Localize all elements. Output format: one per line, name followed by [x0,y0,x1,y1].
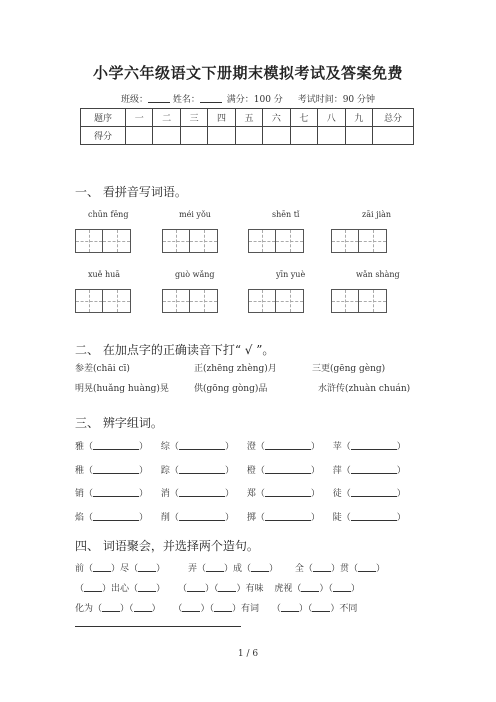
idiom-text: 有味 [245,584,264,594]
group-char: 郑 [246,489,256,499]
name-blank [200,94,222,103]
answer-blank[interactable] [265,511,311,521]
answer-blank[interactable] [351,487,397,497]
answer-blank[interactable] [214,602,232,612]
score-header-cell: 题序 [81,109,126,127]
score-input-cell[interactable] [208,127,235,145]
section-2-heading: 二、 在加点字的正确读音下打“ √ ”。 [75,343,275,357]
score-header-cell: 五 [235,109,262,127]
answer-blank[interactable] [179,487,225,497]
score-input-cell[interactable] [345,127,373,145]
score-input-cell[interactable] [373,127,414,145]
group-char: 橙 [246,466,256,476]
writing-grid[interactable] [162,289,218,313]
idiom-text: 虎视 [274,584,293,594]
answer-blank[interactable] [313,562,331,572]
answer-blank[interactable] [93,511,139,521]
score-header-cell: 九 [345,109,373,127]
name-label: 姓名： [172,95,200,105]
writing-grid[interactable] [75,289,131,313]
score-input-cell[interactable] [180,127,207,145]
pronunciation-item[interactable]: 水浒传(zhuàn chuán) [318,384,411,394]
idiom-char: 全 [294,564,304,574]
score-header-cell: 八 [318,109,345,127]
answer-blank[interactable] [265,440,311,450]
group-char: 销 [75,489,85,499]
answer-blank[interactable] [251,562,269,572]
answer-blank[interactable] [179,511,225,521]
full-score-label: 满分：100 分 [226,95,283,105]
group-char: 萍 [332,466,342,476]
answer-blank[interactable] [312,602,330,612]
writing-grid[interactable] [331,289,387,313]
answer-blank[interactable] [218,582,236,592]
writing-grid[interactable] [331,229,387,253]
pronunciation-item[interactable]: 明晃(huǎng huàng)晃 [75,384,169,394]
score-header-cell: 七 [290,109,317,127]
pronunciation-item[interactable]: 正(zhēng zhèng)月 [194,364,277,374]
group-char: 踪 [160,466,170,476]
answer-blank[interactable] [138,582,156,592]
answer-blank[interactable] [134,602,152,612]
pinyin-label: méi yǒu [179,210,211,219]
answer-blank[interactable] [93,464,139,474]
score-table-header-row [81,109,414,127]
idiom-text: 出心 [111,584,130,594]
writing-grid[interactable] [248,229,304,253]
idiom-char: 成 [233,564,243,574]
page-number: 1 / 6 [237,649,259,659]
answer-blank[interactable] [206,562,224,572]
idiom-row: 前（ ）尽（ ） 弄（ ）成（ ） 全（ ）贯（ ） [75,564,385,574]
writing-grid[interactable] [75,229,131,253]
idiom-char: 前 [75,564,85,574]
word-group-row: 雅（ ） 综（ ） 澄（ ） 苹（ ） [75,442,406,452]
score-input-cell[interactable] [263,127,290,145]
word-group-row: 销（ ） 消（ ） 郑（ ） 徒（ ） [75,489,406,499]
group-char: 苹 [332,442,342,452]
class-label: 班级： [120,95,148,105]
answer-blank[interactable] [93,562,111,572]
idiom-char: 弄 [187,564,197,574]
score-row-label: 得分 [81,127,126,145]
score-input-cell[interactable] [153,127,180,145]
answer-blank[interactable] [84,582,102,592]
group-char: 削 [160,513,170,523]
answer-blank[interactable] [187,582,205,592]
answer-blank[interactable] [179,464,225,474]
answer-blank[interactable] [138,562,156,572]
class-blank [148,94,170,103]
pinyin-label: wǎn shàng [356,270,400,279]
answer-blank[interactable] [179,440,225,450]
group-char: 焰 [75,513,85,523]
answer-blank[interactable] [351,464,397,474]
pinyin-label: guò wǎng [175,270,215,279]
answer-blank[interactable] [182,602,200,612]
score-table [80,108,414,145]
answer-blank[interactable] [102,602,120,612]
writing-grid[interactable] [248,289,304,313]
answer-blank[interactable] [351,440,397,450]
pronunciation-item[interactable]: 供(gōng gòng)品 [194,384,268,394]
answer-blank[interactable] [301,582,319,592]
score-header-cell: 总分 [373,109,414,127]
score-input-cell[interactable] [126,127,153,145]
score-input-cell[interactable] [290,127,317,145]
idiom-text: 有词 [240,604,259,614]
group-char: 陡 [332,513,342,523]
section-1-heading: 一、 看拼音写词语。 [75,185,187,199]
section-3-heading: 三、 辨字组词。 [75,416,163,430]
answer-blank[interactable] [93,440,139,450]
section-4-heading: 四、 词语聚会，并选择两个造句。 [75,539,259,553]
idiom-row: （ ）出心（ ） （ ）（ ）有味 虎视（ ）（ ） [75,584,360,594]
answer-blank[interactable] [351,511,397,521]
score-header-cell: 六 [263,109,290,127]
pinyin-label: xuě huā [88,270,121,279]
group-char: 雅 [75,442,85,452]
score-header-cell: 二 [153,109,180,127]
page-title: 小学六年级语文下册期末模拟考试及答案免费 [92,64,403,82]
answer-blank[interactable] [265,464,311,474]
answer-blank[interactable] [333,582,351,592]
idiom-text: 不同 [339,604,358,614]
pinyin-label: chūn fēng [88,210,129,219]
group-char: 掷 [246,513,256,523]
idiom-char: 贯 [339,564,349,574]
pinyin-label: shēn tǐ [272,210,300,219]
pinyin-label: zāi jiàn [362,210,392,219]
answer-blank[interactable] [93,487,139,497]
group-char: 澄 [246,442,256,452]
score-header-cell: 三 [180,109,207,127]
answer-blank[interactable] [265,487,311,497]
pronunciation-item[interactable]: 参差(chāi cī) [75,364,130,374]
pronunciation-item[interactable]: 三更(gēng gèng) [312,364,386,374]
score-header-cell: 一 [126,109,153,127]
score-table-score-row [81,127,414,145]
word-group-row: 稚（ ） 踪（ ） 橙（ ） 萍（ ） [75,466,406,476]
score-header-cell: 四 [208,109,235,127]
idiom-char: 尽 [120,564,130,574]
idiom-text: 化为 [75,604,94,614]
idiom-row: 化为（ ）（ ） （ ）（ ）有词 （ ）（ ）不同 [75,604,358,614]
answer-blank[interactable] [358,562,376,572]
exam-time-label: 考试时间：90 分钟 [297,95,376,105]
group-char: 稚 [75,466,85,476]
exam-info-line [0,92,496,105]
group-char: 徒 [332,489,342,499]
pinyin-label: yīn yuè [276,270,306,279]
writing-grid[interactable] [162,229,218,253]
group-char: 综 [160,442,170,452]
score-input-cell[interactable] [235,127,262,145]
answer-blank[interactable] [281,602,299,612]
group-char: 消 [160,489,170,499]
sentence-answer-line[interactable] [75,626,241,627]
word-group-row: 焰（ ） 削（ ） 掷（ ） 陡（ ） [75,513,406,523]
score-input-cell[interactable] [318,127,345,145]
